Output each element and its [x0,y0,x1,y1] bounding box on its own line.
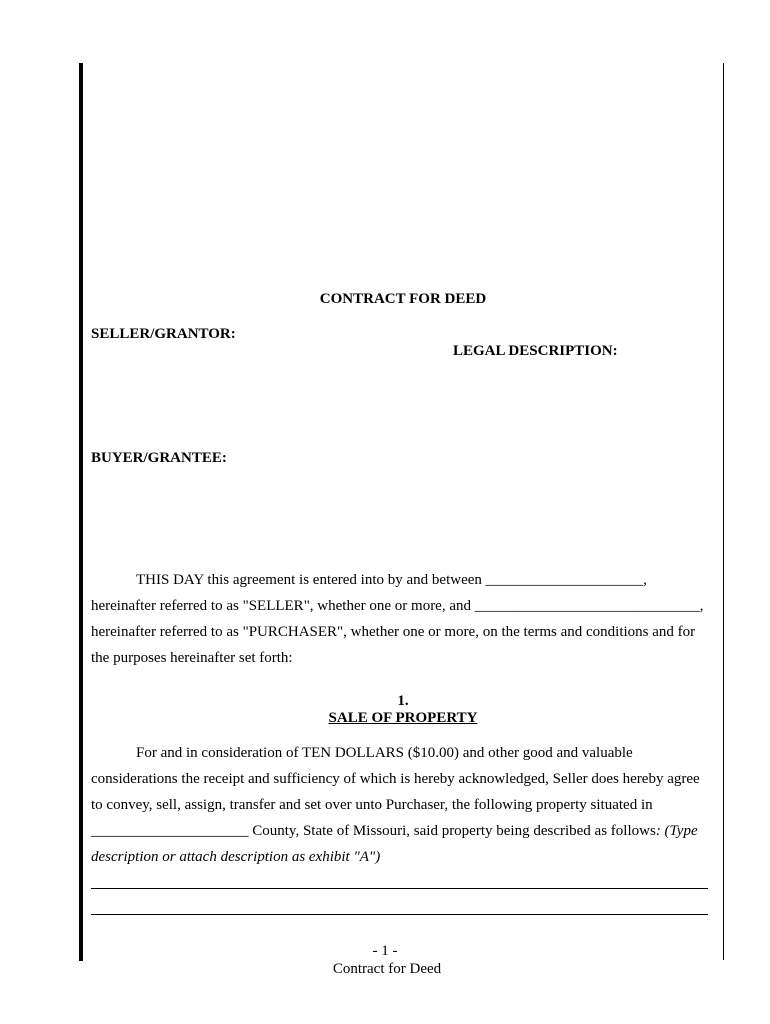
section1-line-4-text: _____________________ County, State of Missouri, said property being described as follows [91,823,656,839]
section1-paragraph-line-1: For and in consideration of TEN DOLLARS ($10.00) and other good and valuable [136,745,633,761]
buyer-grantee-label: BUYER/GRANTEE: [91,450,227,466]
section1-line-4-italic-text: : (Type [655,823,698,839]
right-margin-rule [723,63,724,960]
section1-paragraph-line-2: considerations the receipt and sufficiency of which is hereby acknowledged, Seller does hereby agree [91,771,700,787]
intro-paragraph-line-3: hereinafter referred to as "PURCHASER", whether one or more, on the terms and conditions and for [91,624,696,640]
left-margin-rule [79,63,83,961]
intro-paragraph-line-1: THIS DAY this agreement is entered into by and between _____________________, [136,572,647,588]
footer-document-name: Contract for Deed [332,961,442,977]
intro-paragraph-line-2: hereinafter referred to as "SELLER", whether one or more, and ______________________________, [91,598,704,614]
section-heading: SALE OF PROPERTY [328,710,478,726]
section1-paragraph-line-3: to convey, sell, assign, transfer and set over unto Purchaser, the following property situated in [91,797,653,813]
section1-paragraph-line-4 [91,822,707,840]
section1-paragraph-line-5: description or attach description as exhibit "A") [91,849,381,865]
seller-grantor-label: SELLER/GRANTOR: [91,326,236,342]
page-number: - 1 - [372,943,398,959]
description-blank-line [91,914,708,915]
legal-description-label: LEGAL DESCRIPTION: [453,343,618,359]
document-title: CONTRACT FOR DEED [319,291,487,307]
description-blank-line [91,888,708,889]
intro-paragraph-line-4: the purposes hereinafter set forth: [91,650,293,666]
section-number: 1. [397,693,409,709]
